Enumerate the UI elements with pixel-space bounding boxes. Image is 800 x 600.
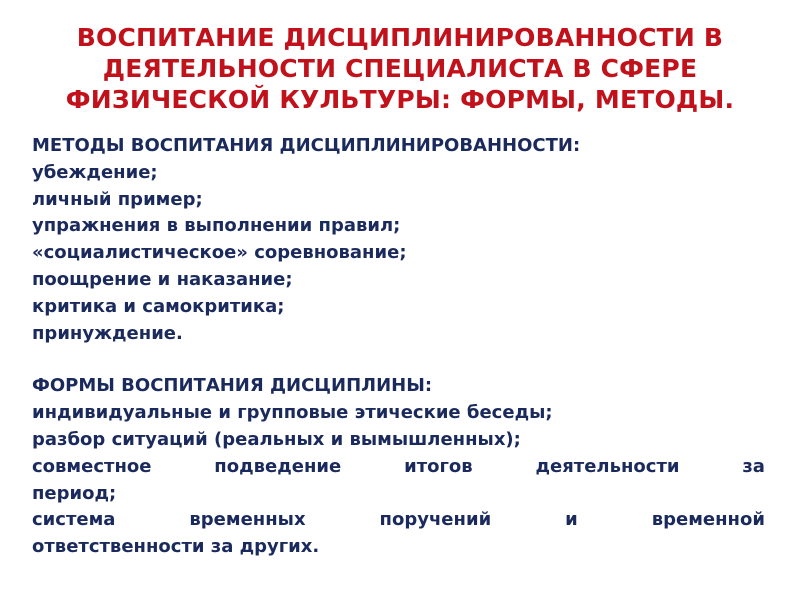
forms-item-2: разбор ситуаций (реальных и вымышленных); bbox=[32, 428, 521, 450]
forms-item-3-word: за bbox=[742, 455, 765, 477]
slide-title bbox=[30, 22, 770, 115]
title-line-2: ДЕЯТЕЛЬНОСТИ СПЕЦИАЛИСТА В СФЕРЕ bbox=[102, 54, 698, 83]
forms-item-3-last-line: период; bbox=[32, 482, 117, 504]
methods-item-4: «социалистическое» соревнование; bbox=[32, 242, 407, 264]
forms-item-3-word: подведение bbox=[214, 455, 342, 477]
forms-item-4-word: система bbox=[32, 509, 116, 531]
forms-item-4-first-line bbox=[32, 507, 765, 534]
forms-item-3-word: итогов bbox=[404, 455, 473, 477]
methods-item-5: поощрение и наказание; bbox=[32, 268, 293, 290]
methods-heading: МЕТОДЫ ВОСПИТАНИЯ ДИСЦИПЛИНИРОВАННОСТИ: bbox=[32, 135, 581, 156]
methods-item-7: принуждение. bbox=[32, 322, 183, 344]
forms-item-4-word: поручений bbox=[379, 509, 492, 531]
forms-heading: ФОРМЫ ВОСПИТАНИЯ ДИСЦИПЛИНЫ: bbox=[32, 375, 433, 397]
section-spacer bbox=[32, 347, 765, 373]
title-line-3: ФИЗИЧЕСКОЙ КУЛЬТУРЫ: ФОРМЫ, МЕТОДЫ. bbox=[65, 85, 735, 114]
forms-item-4-word: временной bbox=[651, 509, 765, 531]
methods-item-3: упражнения в выполнении правил; bbox=[32, 215, 401, 237]
forms-item-4-word: и bbox=[565, 509, 578, 531]
forms-item-3-word: деятельности bbox=[535, 455, 680, 477]
methods-item-2: личный пример; bbox=[32, 188, 203, 210]
forms-item-4-last-line: ответственности за других. bbox=[32, 536, 320, 558]
title-line-1: ВОСПИТАНИЕ ДИСЦИПЛИНИРОВАННОСТИ В bbox=[76, 23, 724, 52]
forms-item-1: индивидуальные и групповые этические беседы; bbox=[32, 402, 553, 424]
slide-body bbox=[32, 133, 765, 561]
forms-item-4-word: временных bbox=[189, 509, 306, 531]
methods-item-1: убеждение; bbox=[32, 161, 158, 183]
forms-item-3-first-line bbox=[32, 454, 765, 481]
methods-item-6: критика и самокритика; bbox=[32, 295, 285, 317]
forms-item-3-word: совместное bbox=[32, 455, 152, 477]
